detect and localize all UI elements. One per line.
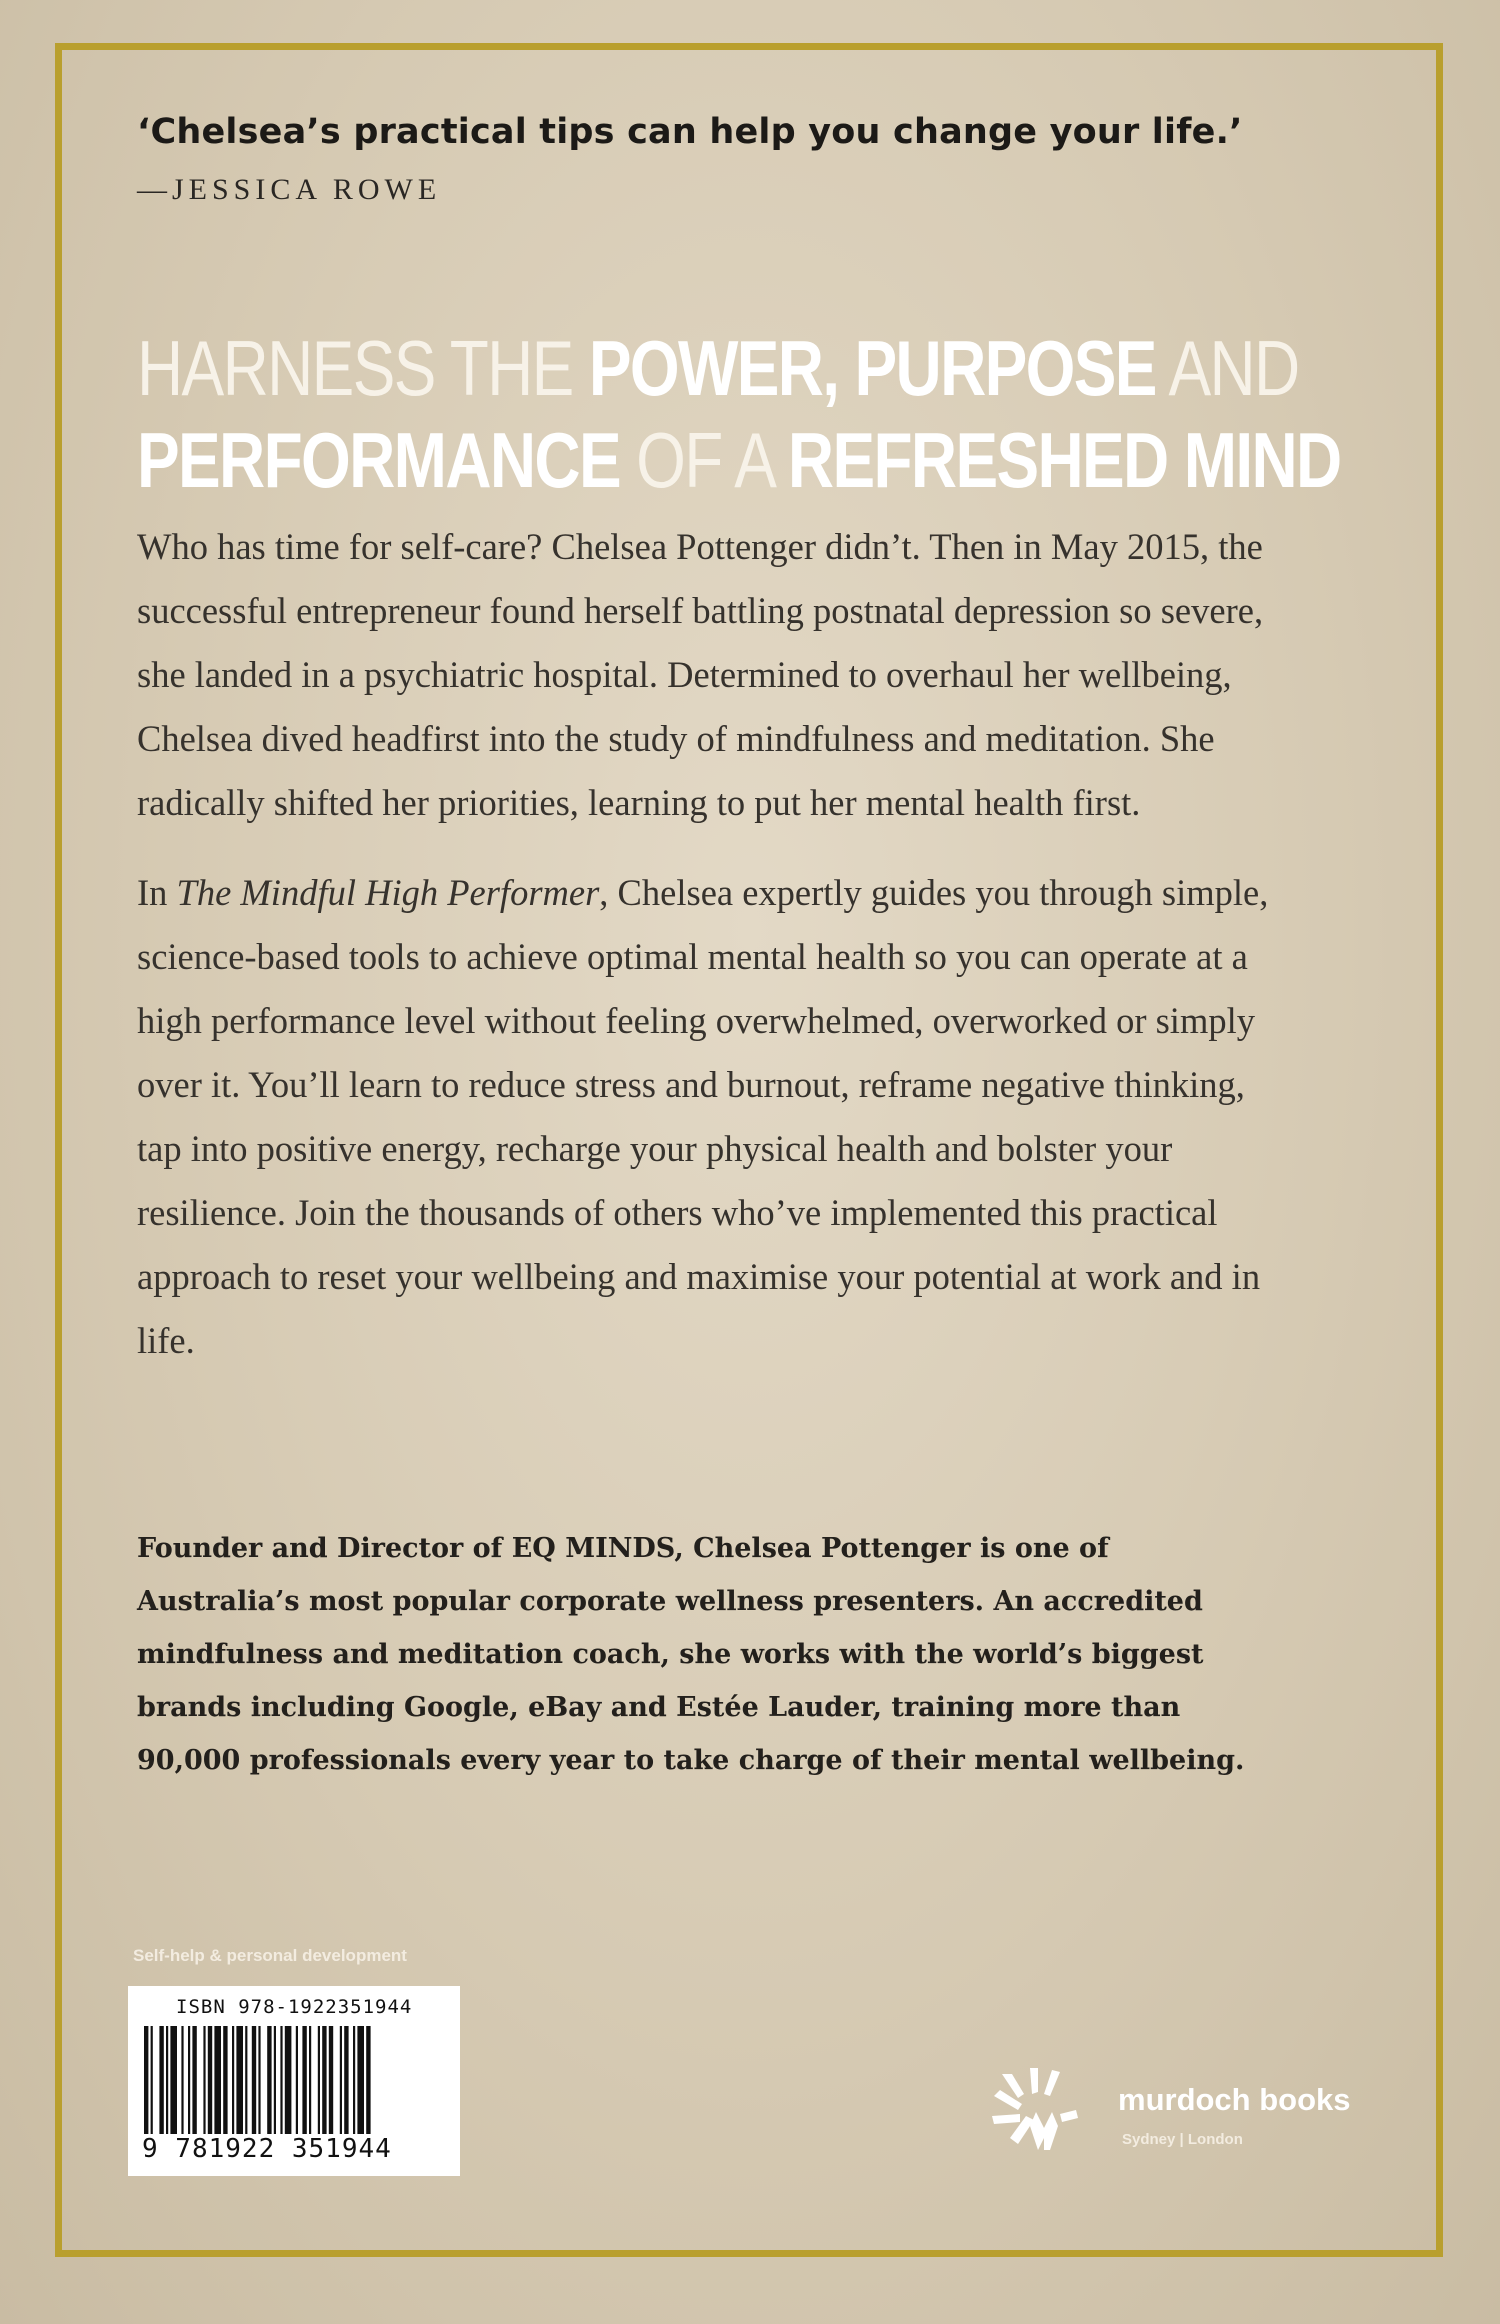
barcode-bar xyxy=(188,2026,190,2134)
barcode-bars xyxy=(140,2026,448,2144)
barcode-digits: 9 781922 351944 xyxy=(142,2134,392,2164)
isbn-label: ISBN 978-1922351944 xyxy=(176,1996,413,2018)
barcode-bar xyxy=(144,2026,148,2134)
barcode-bar xyxy=(170,2026,177,2134)
endorsement-quote: ‘Chelsea’s practical tips can help you change your life.’ xyxy=(137,112,1243,152)
barcode-bar xyxy=(318,2026,320,2134)
barcode-bar xyxy=(302,2026,306,2134)
category-label: Self-help & personal development xyxy=(133,1946,407,1965)
headline-line-2: PERFORMANCE OF A REFRESHED MIND xyxy=(137,416,1341,504)
barcode-bar xyxy=(340,2026,342,2134)
barcode-bar xyxy=(236,2026,243,2134)
barcode-bar xyxy=(192,2026,196,2134)
barcode-bar xyxy=(159,2026,163,2134)
headline-line-1: HARNESS THE POWER, PURPOSE AND xyxy=(137,324,1299,412)
barcode-bar xyxy=(232,2026,234,2134)
author-bio: Founder and Director of EQ MINDS, Chelsea Pottenger is one of Australia’s most popular corporate wellness presenters. An accredited mindfulness and meditation coach, she works with the world’s biggest brands including Google, eBay and Estée Lauder, training more than 90,000 professionals every year to take charge of their mental wellbeing. xyxy=(137,1533,1245,1776)
barcode-bar xyxy=(357,2026,364,2134)
barcode-bar xyxy=(151,2026,153,2134)
barcode-bar xyxy=(280,2026,282,2134)
publisher-name: murdoch books xyxy=(1118,2082,1351,2117)
barcode-bar xyxy=(322,2026,326,2134)
headline xyxy=(137,322,1341,506)
murdoch-books-logo-icon xyxy=(990,2066,1108,2156)
blurb-paragraph-2: In The Mindful High Performer, Chelsea expertly guides you through simple, science-based tools to achieve optimal mental health so you can operate at a high performance level without feeling overwhelmed, overworked or simply over it. You’ll learn to reduce stress and burnout, reframe negative thinking, tap into positive energy, recharge your physical health and bolster your resilience. Join the thousands of others who’ve implemented this practical approach to reset your wellbeing and maximise your potential at work and in life. xyxy=(137,872,1269,1361)
barcode-bar xyxy=(353,2026,355,2134)
endorsement-attribution: —JESSICA ROWE xyxy=(137,173,442,206)
barcode-bar xyxy=(223,2026,227,2134)
barcode-bar xyxy=(285,2026,292,2134)
blurb-paragraph-1: Who has time for self-care? Chelsea Pottenger didn’t. Then in May 2015, the successful entrepreneur found herself battling postnatal depression so severe, she landed in a psychiatric hospital. Determined to overhaul her wellbeing, Chelsea dived headfirst into the study of mindfulness and meditation. She radically shifted her priorities, learning to put her mental health first. xyxy=(137,526,1264,823)
barcode-bar xyxy=(366,2026,370,2134)
barcode-bar xyxy=(344,2026,348,2134)
publisher-cities: Sydney | London xyxy=(1122,2131,1243,2148)
barcode-bar xyxy=(214,2026,221,2134)
barcode-bar xyxy=(245,2026,247,2134)
barcode-bar xyxy=(208,2026,212,2134)
barcode-bar xyxy=(309,2026,311,2134)
barcode-bar xyxy=(296,2026,298,2134)
barcode-bar xyxy=(166,2026,168,2134)
blurb-body xyxy=(137,515,1277,1399)
barcode-bar xyxy=(203,2026,205,2134)
barcode-bar xyxy=(258,2026,260,2134)
barcode-bar xyxy=(274,2026,276,2134)
book-title: The Mindful High Performer xyxy=(176,872,600,913)
barcode-bar xyxy=(267,2026,271,2134)
barcode-bar xyxy=(329,2026,333,2134)
barcode xyxy=(128,1986,460,2176)
barcode-bar xyxy=(181,2026,183,2134)
barcode-bar xyxy=(252,2026,256,2134)
